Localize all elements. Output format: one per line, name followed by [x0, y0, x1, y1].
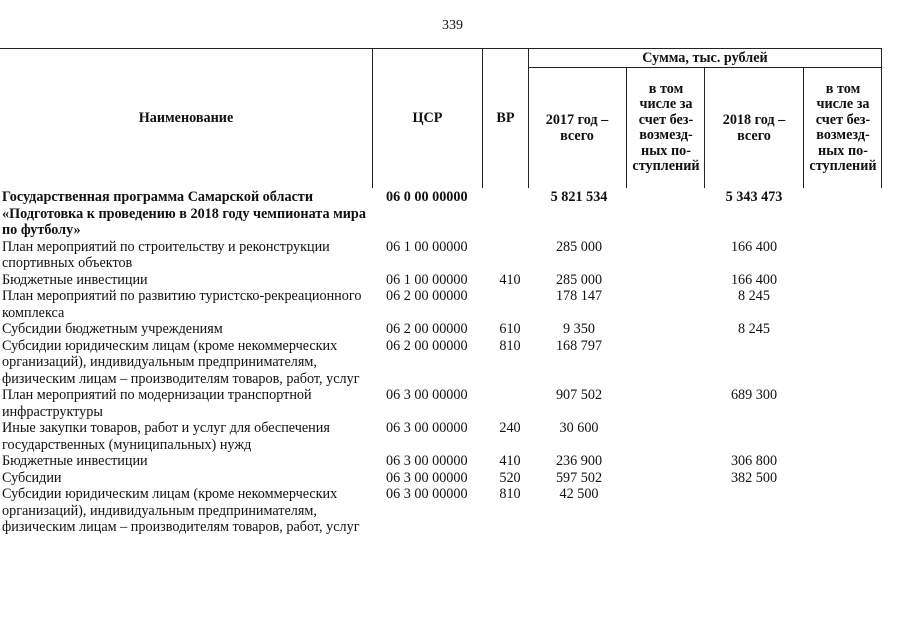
- row-2018: 689 300: [730, 387, 778, 403]
- header-2017-free: в том числе за счет безвозмездных поступлений: [632, 80, 700, 174]
- row-name: Субсидии: [2, 469, 62, 486]
- row-name: Субсидии юридическим лицам (кроме некоммерческих организаций), индивидуальным предпринимателям, физическим лицам – производителям товаров, работ, услуг: [2, 486, 360, 535]
- row-name: Государственная программа Самарской области «Подготовка к проведению в 2018 году чемпионата мира по футболу»: [2, 189, 366, 238]
- row-name: Субсидии бюджетным учреждениям: [2, 321, 223, 337]
- row-2017: 9 350: [563, 321, 595, 337]
- row-name: План мероприятий по строительству и реконструкции спортивных объектов: [2, 238, 330, 271]
- row-csr: 06 0 00 00000: [386, 189, 468, 205]
- row-2017: 285 000: [555, 271, 603, 288]
- table-row: [0, 189, 882, 239]
- row-name: Бюджетные инвестиции: [2, 271, 148, 288]
- table-row: [0, 338, 882, 388]
- row-2018: 5 343 473: [725, 189, 783, 205]
- row-csr: 06 3 00 00000: [386, 453, 468, 469]
- header-vr: ВР: [496, 110, 515, 127]
- page-number: 339: [442, 18, 463, 33]
- row-vr: 240: [499, 420, 521, 436]
- table-row: [0, 321, 882, 338]
- header-csr: ЦСР: [412, 110, 443, 127]
- row-vr: 410: [499, 453, 521, 469]
- row-2017: 285 000: [555, 238, 603, 255]
- table-row: [0, 272, 882, 289]
- row-csr: 06 1 00 00000: [386, 271, 468, 288]
- table-row: [0, 470, 882, 487]
- row-2017: 5 821 534: [550, 189, 608, 205]
- row-2018: 8 245: [738, 288, 770, 304]
- row-vr: 810: [499, 337, 521, 354]
- row-2017: 30 600: [559, 420, 599, 436]
- header-divider: [626, 68, 627, 188]
- row-csr: 06 2 00 00000: [386, 288, 468, 304]
- row-2018: 306 800: [730, 453, 778, 469]
- row-csr: 06 3 00 00000: [386, 486, 468, 502]
- header-divider: [803, 68, 804, 188]
- row-2017: 42 500: [559, 486, 599, 502]
- row-csr: 06 3 00 00000: [386, 420, 468, 436]
- row-vr: 520: [499, 469, 521, 486]
- row-2018: 166 400: [730, 271, 778, 288]
- header-2017-total: 2017 год – всего: [545, 111, 609, 144]
- header-divider: [881, 49, 882, 188]
- table-row: [0, 486, 882, 536]
- row-2018: 382 500: [730, 469, 778, 486]
- table-row: [0, 288, 882, 321]
- row-vr: 410: [499, 271, 521, 288]
- row-csr: 06 3 00 00000: [386, 469, 468, 486]
- row-2017: 168 797: [555, 337, 603, 354]
- row-2017: 236 900: [555, 453, 603, 469]
- row-2017: 907 502: [555, 387, 603, 403]
- table-row: [0, 420, 882, 453]
- row-csr: 06 2 00 00000: [386, 337, 468, 354]
- table-body: [0, 189, 882, 536]
- row-name: Бюджетные инвестиции: [2, 453, 148, 469]
- row-csr: 06 3 00 00000: [386, 387, 468, 403]
- row-vr: 810: [499, 486, 521, 502]
- row-2018: 166 400: [730, 238, 778, 255]
- header-divider: [704, 68, 705, 188]
- table-row: [0, 239, 882, 272]
- row-csr: 06 1 00 00000: [386, 238, 468, 255]
- row-name: Иные закупки товаров, работ и услуг для обеспечения государственных (муниципальных) нужд: [2, 420, 330, 453]
- header-sum-group: Сумма, тыс. рублей: [642, 49, 768, 66]
- row-vr: 610: [499, 321, 521, 337]
- table-row: [0, 387, 882, 420]
- row-2017: 178 147: [555, 288, 603, 304]
- header-2018-total: 2018 год – всего: [722, 111, 786, 144]
- row-csr: 06 2 00 00000: [386, 321, 468, 337]
- table-row: [0, 453, 882, 470]
- table-header: [0, 48, 882, 188]
- row-name: Субсидии юридическим лицам (кроме некоммерческих организаций), индивидуальным предпринимателям, физическим лицам – производителям товаров, работ, услуг: [2, 337, 360, 387]
- header-2018-free: в том числе за счет безвозмездных поступлений: [809, 80, 877, 174]
- header-divider: [528, 49, 529, 188]
- row-name: План мероприятий по развитию туристско-рекреационного комплекса: [2, 288, 362, 321]
- row-2017: 597 502: [555, 469, 603, 486]
- row-2018: 8 245: [738, 321, 770, 337]
- row-name: План мероприятий по модернизации транспортной инфраструктуры: [2, 387, 312, 420]
- header-name: Наименование: [138, 110, 234, 127]
